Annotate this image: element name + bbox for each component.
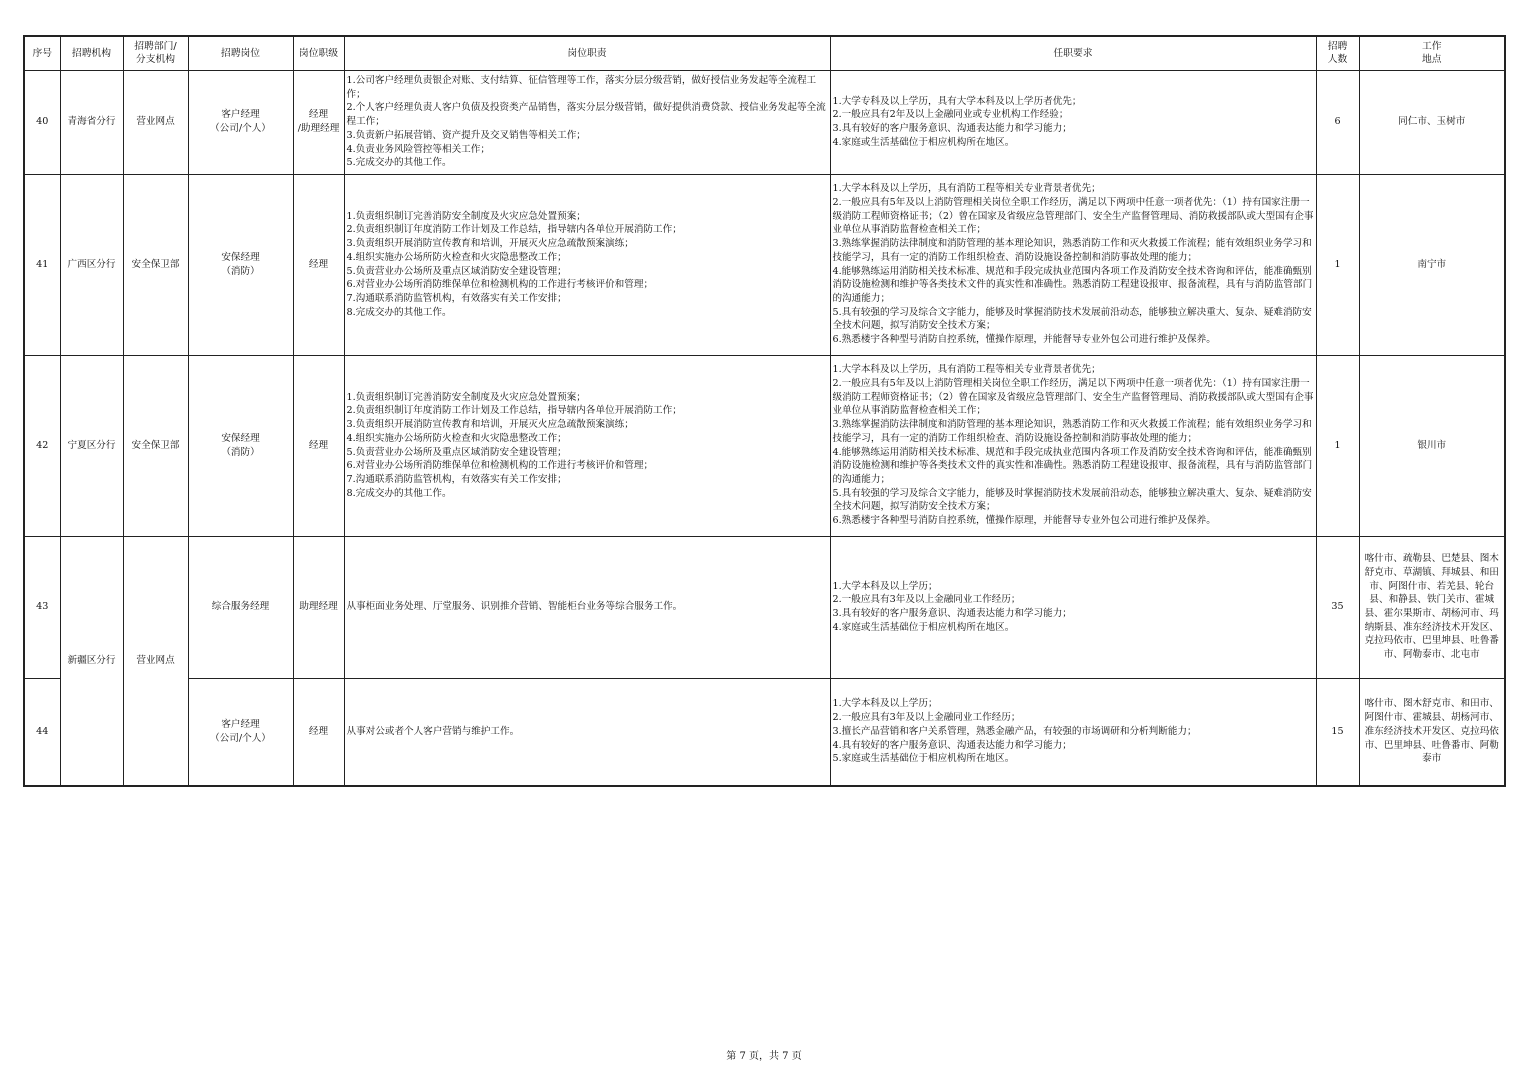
cell-post: 安保经理 （消防） <box>188 355 293 536</box>
duty-item: 5.完成交办的其他工作。 <box>346 157 452 169</box>
requirement-item: 4.能够熟练运用消防相关技术标准、规范和手段完成执业范围内各项工作及消防安全技术咨询和评估，能准确甄别消防设施检测和维护等各类技术文件的真实性和准确性。熟悉消防工程建设报审、报备流程，具有与消防监管部门的沟通能力； <box>832 446 1313 485</box>
table-row <box>24 536 1505 678</box>
cell-post: 客户经理 （公司/个人） <box>188 70 293 174</box>
cell-location: 同仁市、玉树市 <box>1359 70 1505 174</box>
table-row <box>24 678 1505 786</box>
cell-requirements <box>830 70 1316 174</box>
cell-level: 经理 <box>293 174 344 355</box>
duty-item: 2.负责组织制订年度消防工作计划及工作总结，指导辖内各单位开展消防工作； <box>346 405 682 417</box>
header-location: 工作 地点 <box>1359 36 1505 70</box>
requirement-item: 2.一般应具有5年及以上消防管理相关岗位全职工作经历，满足以下两项中任意一项者优先：（1）持有国家注册一级消防工程师资格证书；（2）曾在国家及省级应急管理部门、安全生产监督管理局、消防救援部队或大型国有企事业单位从事消防监督检查相关工作； <box>832 196 1314 236</box>
cell-dept: 安全保卫部 <box>123 174 188 355</box>
cell-dept: 营业网点 <box>123 536 188 786</box>
page-footer: 第 7 页，共 7 页 <box>726 1051 802 1062</box>
cell-seq: 41 <box>24 174 60 355</box>
duty-item: 1.负责组织制订完善消防安全制度及火灾应急处置预案； <box>346 391 586 403</box>
duty-item: 6.对营业办公场所消防维保单位和检测机构的工作进行考核评价和管理； <box>346 279 654 291</box>
duty-item: 从事柜面业务处理、厅堂服务、识别推介营销、智能柜台业务等综合服务工作。 <box>346 601 683 613</box>
cell-dept: 安全保卫部 <box>123 355 188 536</box>
cell-seq: 42 <box>24 355 60 536</box>
cell-level: 助理经理 <box>293 536 344 678</box>
duty-item: 1.负责组织制订完善消防安全制度及火灾应急处置预案； <box>346 210 586 222</box>
cell-post: 综合服务经理 <box>188 536 293 678</box>
table-row <box>24 355 1505 536</box>
header-post: 招聘岗位 <box>188 36 293 70</box>
requirement-item: 5.具有较强的学习及综合文字能力，能够及时掌握消防技术发展前沿动态，能够独立解决重大、复杂、疑难消防安全技术问题，拟写消防安全技术方案； <box>832 306 1312 332</box>
duty-item: 3.负责组织开展消防宣传教育和培训，开展灭火应急疏散预案演练； <box>346 419 634 431</box>
cell-dept: 营业网点 <box>123 70 188 174</box>
cell-count: 1 <box>1316 174 1359 355</box>
cell-post: 安保经理 （消防） <box>188 174 293 355</box>
cell-duties <box>344 355 830 536</box>
cell-requirements <box>830 536 1316 678</box>
requirement-item: 6.熟悉楼宇各种型号消防自控系统，懂操作原理，并能督导专业外包公司进行维护及保养。 <box>832 515 1216 527</box>
cell-level: 经理 <box>293 678 344 786</box>
cell-duties <box>344 174 830 355</box>
cell-seq: 43 <box>24 536 60 678</box>
duty-item: 5.负责营业办公场所及重点区域消防安全建设管理； <box>346 265 567 277</box>
requirement-item: 4.家庭或生活基础位于相应机构所在地区。 <box>832 621 1015 633</box>
cell-seq: 40 <box>24 70 60 174</box>
requirement-item: 1.大学专科及以上学历，具有大学本科及以上学历者优先； <box>832 95 1082 107</box>
requirement-item: 2.一般应具有2年及以上金融同业或专业机构工作经验； <box>832 109 1069 121</box>
header-count: 招聘 人数 <box>1316 36 1359 70</box>
duty-item: 3.负责新户拓展营销、资产提升及交叉销售等相关工作； <box>346 129 586 141</box>
duty-item: 2.负责组织制订年度消防工作计划及工作总结，指导辖内各单位开展消防工作； <box>346 224 682 236</box>
cell-count: 15 <box>1316 678 1359 786</box>
cell-requirements <box>830 355 1316 536</box>
cell-location: 银川市 <box>1359 355 1505 536</box>
requirement-item: 5.家庭或生活基础位于相应机构所在地区。 <box>832 753 1015 765</box>
cell-org: 新疆区分行 <box>60 536 123 786</box>
duty-item: 4.组织实施办公场所防火检查和火灾隐患整改工作； <box>346 432 567 444</box>
requirement-item: 2.一般应具有3年及以上金融同业工作经历； <box>832 594 1021 606</box>
cell-org: 青海省分行 <box>60 70 123 174</box>
requirement-item: 1.大学本科及以上学历； <box>832 580 938 592</box>
duty-item: 1.公司客户经理负责银企对账、支付结算、征信管理等工作，落实分层分级营销，做好授信业务发起等全流程工作； <box>346 75 817 100</box>
cell-location: 喀什市、疏勒县、巴楚县、图木舒克市、草湖镇、拜城县、和田市、阿图什市、若羌县、轮台县、和静县、铁门关市、霍城县、霍尔果斯市、胡杨河市、玛纳斯县、准东经济技术开发区、克拉玛依市、巴里坤县、吐鲁番市、阿勒泰市、北屯市 <box>1359 536 1505 678</box>
recruitment-table <box>23 35 1506 787</box>
header-org: 招聘机构 <box>60 36 123 70</box>
requirement-item: 1.大学本科及以上学历，具有消防工程等相关专业背景者优先； <box>832 183 1101 195</box>
cell-duties <box>344 678 830 786</box>
header-row <box>24 36 1505 70</box>
header-requirements: 任职要求 <box>830 36 1316 70</box>
cell-org: 宁夏区分行 <box>60 355 123 536</box>
header-level: 岗位职级 <box>293 36 344 70</box>
header-seq: 序号 <box>24 36 60 70</box>
requirement-item: 4.能够熟练运用消防相关技术标准、规范和手段完成执业范围内各项工作及消防安全技术咨询和评估，能准确甄别消防设施检测和维护等各类技术文件的真实性和准确性。熟悉消防工程建设报审、报备流程，具有与消防监管部门的沟通能力； <box>832 265 1313 304</box>
cell-count: 1 <box>1316 355 1359 536</box>
cell-seq: 44 <box>24 678 60 786</box>
duty-item: 从事对公或者个人客户营销与维护工作。 <box>346 725 520 737</box>
requirement-item: 1.大学本科及以上学历，具有消防工程等相关专业背景者优先； <box>832 364 1101 376</box>
duty-item: 3.负责组织开展消防宣传教育和培训，开展灭火应急疏散预案演练； <box>346 238 634 250</box>
duty-item: 6.对营业办公场所消防维保单位和检测机构的工作进行考核评价和管理； <box>346 460 654 472</box>
duty-item: 8.完成交办的其他工作。 <box>346 487 452 499</box>
cell-duties <box>344 70 830 174</box>
requirement-item: 3.具有较好的客户服务意识、沟通表达能力和学习能力； <box>832 123 1072 134</box>
cell-count: 35 <box>1316 536 1359 678</box>
table-row <box>24 70 1505 174</box>
requirement-item: 3.熟练掌握消防法律制度和消防管理的基本理论知识，熟悉消防工作和灭火救援工作流程；能有效组织业务学习和技能学习，具有一定的消防工作组织检查、消防设施设备控制和消防事故处理的能力； <box>832 238 1312 263</box>
duty-item: 5.负责营业办公场所及重点区域消防安全建设管理； <box>346 446 567 458</box>
cell-org: 广西区分行 <box>60 174 123 355</box>
requirement-item: 5.具有较强的学习及综合文字能力，能够及时掌握消防技术发展前沿动态，能够独立解决重大、复杂、疑难消防安全技术问题，拟写消防安全技术方案； <box>832 487 1312 513</box>
header-dept: 招聘部门/ 分支机构 <box>123 36 188 70</box>
cell-requirements <box>830 678 1316 786</box>
requirement-item: 2.一般应具有3年及以上金融同业工作经历； <box>832 712 1021 724</box>
requirement-item: 4.具有较好的客户服务意识、沟通表达能力和学习能力； <box>832 739 1072 751</box>
header-duties: 岗位职责 <box>344 36 830 70</box>
requirement-item: 4.家庭或生活基础位于相应机构所在地区。 <box>832 136 1015 148</box>
cell-level: 经理 /助理经理 <box>293 70 344 174</box>
cell-post: 客户经理 （公司/个人） <box>188 678 293 786</box>
duty-item: 7.沟通联系消防监管机构，有效落实有关工作安排； <box>346 292 567 304</box>
cell-duties <box>344 536 830 678</box>
duty-item: 2.个人客户经理负责人客户负债及投资类产品销售，落实分层分级营销，做好提供消费贷款、授信业务发起等全流程工作； <box>346 102 826 128</box>
requirement-item: 3.熟练掌握消防法律制度和消防管理的基本理论知识，熟悉消防工作和灭火救援工作流程；能有效组织业务学习和技能学习，具有一定的消防工作组织检查、消防设施设备控制和消防事故处理的能力； <box>832 419 1312 444</box>
cell-level: 经理 <box>293 355 344 536</box>
duty-item: 8.完成交办的其他工作。 <box>346 306 452 318</box>
cell-requirements <box>830 174 1316 355</box>
cell-location: 喀什市、图木舒克市、和田市、阿图什市、霍城县、胡杨河市、准东经济技术开发区、克拉玛依市、巴里坤县、吐鲁番市、阿勒泰市 <box>1359 678 1505 786</box>
cell-count: 6 <box>1316 70 1359 174</box>
duty-item: 7.沟通联系消防监管机构，有效落实有关工作安排； <box>346 473 567 485</box>
requirement-item: 2.一般应具有5年及以上消防管理相关岗位全职工作经历，满足以下两项中任意一项者优先：（1）持有国家注册一级消防工程师资格证书；（2）曾在国家及省级应急管理部门、安全生产监督管理局、消防救援部队或大型国有企事业单位从事消防监督检查相关工作； <box>832 377 1314 417</box>
requirement-item: 3.擅长产品营销和客户关系管理，熟悉金融产品，有较强的市场调研和分析判断能力； <box>832 725 1197 737</box>
requirement-item: 6.熟悉楼宇各种型号消防自控系统，懂操作原理，并能督导专业外包公司进行维护及保养。 <box>832 334 1216 346</box>
requirement-item: 1.大学本科及以上学历； <box>832 698 938 710</box>
table-row <box>24 174 1505 355</box>
duty-item: 4.组织实施办公场所防火检查和火灾隐患整改工作； <box>346 251 567 263</box>
requirement-item: 3.具有较好的客户服务意识、沟通表达能力和学习能力； <box>832 608 1072 619</box>
cell-location: 南宁市 <box>1359 174 1505 355</box>
duty-item: 4.负责业务风险管控等相关工作； <box>346 143 490 155</box>
